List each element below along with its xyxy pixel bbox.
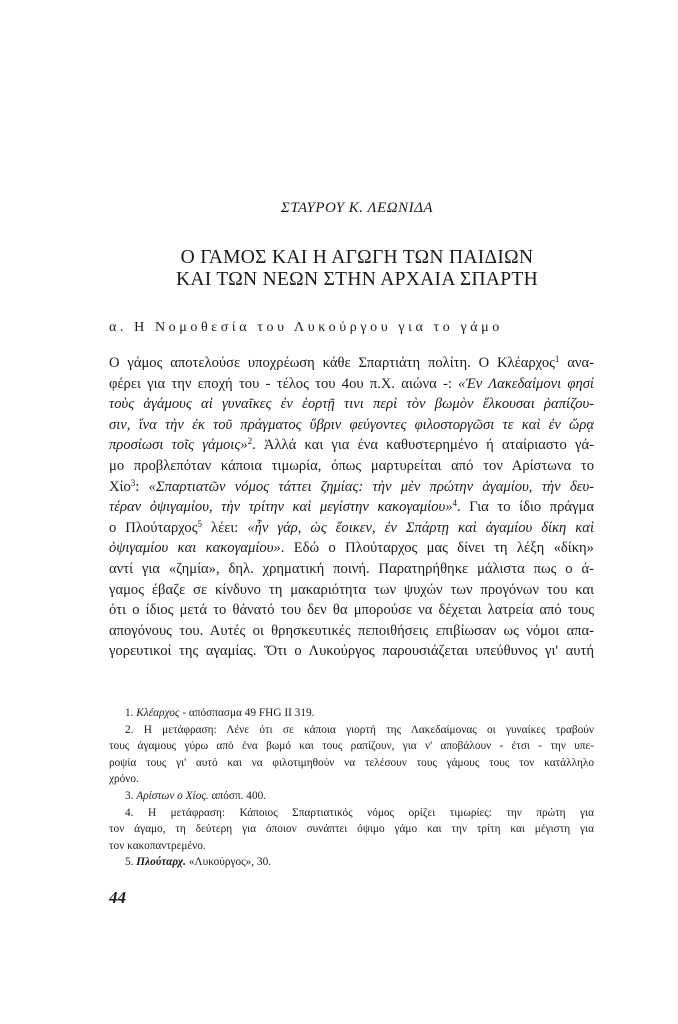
footnote — [109, 788, 594, 805]
text-line — [109, 477, 594, 498]
text-line — [109, 838, 594, 855]
text-segment: ο Πλούταρχος — [109, 519, 198, 536]
footnotes — [109, 705, 594, 871]
text-segment: ότι ο ίδιος μετά το θάνατό του δεν θα μπορούσε να δέχεται λατρεία από τους — [109, 602, 594, 619]
footnote-ref[interactable]: 2 — [247, 436, 253, 447]
text-segment: . Εδώ ο Πλούταρχος μας δίνει τη λέξη «δίκη» — [280, 540, 594, 557]
footnote-ref[interactable]: 1 — [554, 354, 560, 364]
text-segment: . Για το ίδιο πράγμα — [457, 499, 594, 516]
text-segment: 2. Η μετάφραση: Λένε ότι σε κάποια γιορτή της Λακεδαίμονας οι γυναίκες τραβούν — [125, 723, 594, 736]
text-segment: απόσπ. 400. — [208, 789, 267, 802]
text-segment: φέρει για την εποχή του - τέλος του 4ου π.Χ. αιώνα -: — [109, 375, 459, 392]
text-line — [109, 771, 594, 788]
title-line: Ο ΓΑΜΟΣ ΚΑΙ Η ΑΓΩΓΗ ΤΩΝ ΠΑΙΔΙΩΝ — [180, 247, 534, 268]
text-line — [109, 394, 594, 415]
text-segment: 4. Η μετάφραση: Κάποιος Σπαρτιατικός νόμος ορίζει τιμωρίες: την πρώτη για — [125, 806, 594, 819]
text-segment: . Ἀλλά και για ένα καθυστερημένο ή αταίριαστο γά- — [252, 437, 594, 454]
text-segment: προσίωσι τοῖς γάμοις» — [109, 437, 248, 454]
text-line — [109, 705, 594, 722]
text-segment: τοὺς ἀγάμους αἱ γυναῖκες ἐν ἑορτῇ τινι περὶ τὸν βωμὸν ἕλκουσαι ῥαπίζου- — [109, 396, 594, 413]
body-text — [109, 353, 594, 662]
text-line — [109, 374, 594, 395]
text-line — [109, 435, 594, 456]
text-segment: χρόνο. — [109, 773, 139, 786]
text-line — [109, 788, 594, 805]
text-line — [109, 497, 594, 518]
text-line — [109, 538, 594, 559]
section-heading: α. Η Νομοθεσία του Λυκούργου για το γάμο — [109, 320, 503, 335]
text-segment: σιν, ἵνα τὴν ἐκ τοῦ πράγματος ὕβριν φεύγοντες φιλοστοργῶσι τε καὶ ἐν ὥρᾳ — [109, 416, 594, 433]
text-line — [109, 854, 594, 871]
text-line — [109, 621, 594, 642]
footnote-ref[interactable]: 3 — [130, 477, 136, 488]
text-segment: Πλούταρχ. — [136, 856, 186, 869]
text-segment: 1. — [125, 707, 137, 719]
author-name: ΣΤΑΥΡΟΥ Κ. ΛΕΩΝΙΔΑ — [280, 200, 434, 216]
text-segment: ανα- — [559, 355, 594, 371]
footnote-ref[interactable]: 4 — [452, 498, 458, 509]
text-segment: γαμος έβαζε σε κίνδυνο τη μακαριότητα των ψυχών των προγόνων του και — [109, 581, 594, 598]
text-line — [109, 821, 594, 838]
text-segment: απογόνους του. Αυτές οι θρησκευτικές πεποιθήσεις επιβίωσαν ως νόμοι απα- — [109, 622, 594, 639]
text-segment: τέραν ὀψιγαμίου, τὴν τρίτην καὶ μεγίστην κακογαμίου» — [109, 499, 453, 516]
text-segment: «ἦν γάρ, ὡς ἔοικεν, ἐν Σπάρτῃ καὶ ἀγαμίου δίκη καὶ — [247, 519, 594, 536]
text-line — [109, 415, 594, 436]
title-line: ΚΑΙ ΤΩΝ ΝΕΩΝ ΣΤΗΝ ΑΡΧΑΙΑ ΣΠΑΡΤΗ — [176, 269, 538, 290]
text-segment: γορευτικοί της αγαμίας. Ὅτι ο Λυκούργος παρουσιάζεται υπεύθυνος γι' αυτή — [109, 643, 594, 660]
footnote — [109, 722, 594, 788]
text-segment: Χίο — [109, 478, 131, 495]
text-line — [109, 580, 594, 601]
text-segment: Αρίστων ο Χίος. — [136, 789, 209, 802]
text-segment: Κλέαρχος — [136, 707, 180, 719]
text-segment: λέει: — [201, 519, 248, 536]
text-segment: «Σπαρτιατῶν νόμος τάττει ζημίας: τὴν μὲν πρώτην ἀγαμίου, τὴν δευ- — [148, 478, 594, 495]
text-segment: ροψία τους γι' αυτό και να φιλοτιμηθούν να τελέσουν τους γάμους τους τον κατάλληλο — [109, 756, 594, 769]
article-title — [0, 247, 678, 291]
text-line — [109, 518, 594, 539]
text-line — [109, 353, 594, 374]
footnote — [109, 705, 594, 722]
text-line — [109, 600, 594, 621]
text-segment: 5. — [125, 856, 137, 869]
text-line — [109, 641, 594, 662]
text-segment: : — [135, 478, 149, 495]
text-line — [109, 456, 594, 477]
footnote — [109, 854, 594, 871]
text-segment: αντί για «ζημία», δηλ. χρηματική ποινή. Παρατηρήθηκε μάλιστα πως ο ά- — [109, 560, 594, 577]
footnote — [109, 805, 594, 855]
footnote-ref[interactable]: 5 — [197, 518, 202, 529]
text-segment: «Λυκούργος», 30. — [185, 856, 272, 869]
text-segment: «Ἐν Λακεδαίμονι φησί — [458, 375, 594, 392]
text-line — [109, 805, 594, 822]
page-number: 44 — [109, 888, 126, 907]
text-segment: τους άγαμους γύρω από ένα βωμό και τους ραπίζουν, για ν' αποβάλουν - έτσι - την υπε- — [109, 740, 594, 753]
text-segment: - απόσπασμα 49 FHG II 319. — [179, 707, 315, 719]
text-segment: Ο γάμος αποτελούσε υποχρέωση κάθε Σπαρτιάτη πολίτη. Ο Κλέαρχος — [109, 355, 555, 371]
text-segment: τον κακοπαντρεμένο. — [109, 839, 206, 852]
text-segment: μο προβλεπόταν κάποια τιμωρία, όπως μαρτυρείται από τον Αρίστωνα το — [109, 457, 594, 474]
text-line — [109, 755, 594, 772]
text-line — [109, 738, 594, 755]
text-segment: 3. — [125, 789, 137, 802]
text-segment: τον άγαμο, τη δεύτερη για όποιον συνάπτει όψιμο γάμο και την τρίτη και μέγιστη για — [109, 823, 594, 836]
text-line — [109, 722, 594, 739]
text-segment: ὀψιγαμίου και κακογαμίου» — [109, 540, 281, 557]
text-line — [109, 559, 594, 580]
